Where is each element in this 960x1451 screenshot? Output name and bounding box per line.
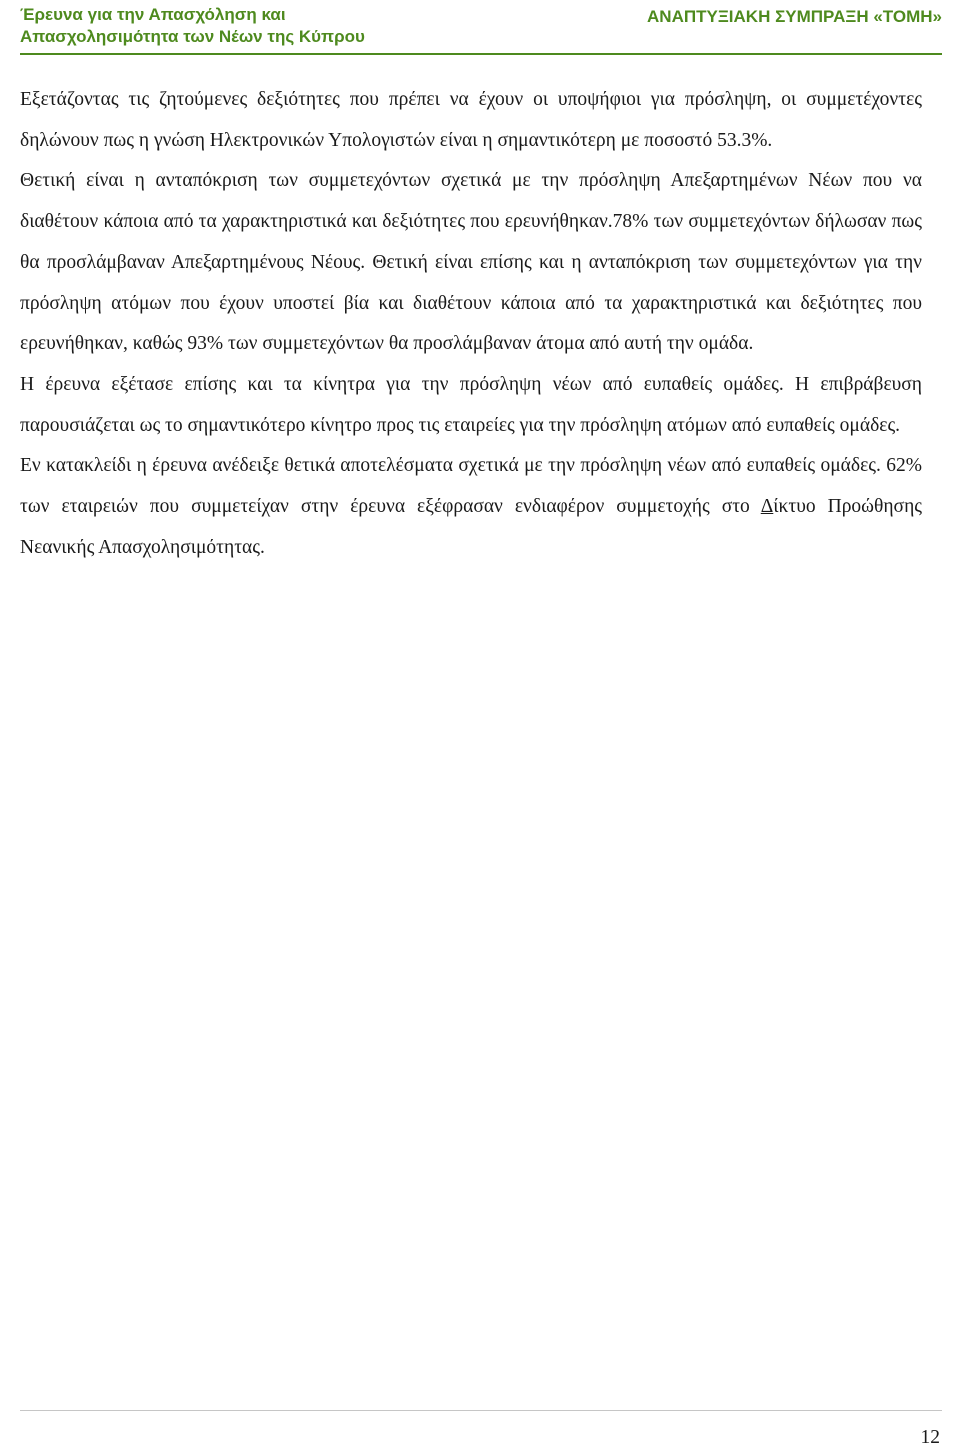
paragraph-computer-skills: Εξετάζοντας τις ζητούμενες δεξιότητες που πρέπει να έχουν οι υποψήφιοι για πρόσληψη, οι συμμετέχοντες δηλώνουν πως η γνώση Ηλεκτρονικών Υπολογιστών είναι η σημαντικότερη με ποσοστό 53.3%. [20, 89, 922, 151]
page-header [20, 4, 942, 56]
paragraph-recruitment-response: Θετική είναι η ανταπόκριση των συμμετεχόντων σχετικά με την πρόσληψη Απεξαρτημένων Νέων που να διαθέτουν κάποια από τα χαρακτηριστικά και δεξιότητες που ερευνήθηκαν.78% των συμμετεχόντων δήλωσαν πως θα προσλάμβαναν Απεξαρτημένους Νέους. Θετική είναι επίσης και η ανταπόκριση των συμμετεχόντων για την πρόσληψη ατόμων που έχουν υποστεί βία και διαθέτουν κάποια από τα χαρακτηριστικά και δεξιότητες που ερευνήθηκαν, καθώς 93% των συμμετεχόντων θα προσλάμβαναν άτομα από αυτή την ομάδα. [20, 170, 922, 355]
page-number: 12 [920, 1427, 940, 1448]
conclusion-underlined-letter: Δ [760, 496, 774, 518]
report-title-line-1: Έρευνα για την Απασχόληση και [20, 5, 286, 24]
paragraph-incentives: Η έρευνα εξέτασε επίσης και τα κίνητρα για την πρόσληψη νέων από ευπαθείς ομάδες. Η επιβράβευση παρουσιάζεται ως το σημαντικότερο κίνητρο προς τις εταιρείες για την πρόσληψη ατόμων από ευπαθείς ομάδες. [20, 373, 922, 436]
conclusion-text-start: Εν κατακλείδι η έρευνα ανέδειξε θετικά αποτελέσματα σχετικά με την πρόσληψη νέων από ευπαθείς ομάδες. 62% των εταιρειών που συμμετείχαν στην έρευνα εξέφρασαν ενδιαφέρον συμμετοχής στο [20, 455, 922, 518]
report-title-line-2: Απασχολησιμότητα των Νέων της Κύπρου [20, 27, 365, 46]
footer-divider [20, 1410, 942, 1411]
header-divider [20, 53, 942, 55]
partnership-name: ΑΝΑΠΤΥΞΙΑΚΗ ΣΥΜΠΡΑΞΗ «ΤΟΜΗ» [647, 7, 942, 26]
report-title [20, 4, 365, 48]
conclusion-text-end: ίκτυο Προώθησης Νεανικής Απασχολησιμότητας. [20, 496, 922, 558]
body-text [20, 80, 922, 568]
paragraph-conclusion [20, 446, 922, 568]
